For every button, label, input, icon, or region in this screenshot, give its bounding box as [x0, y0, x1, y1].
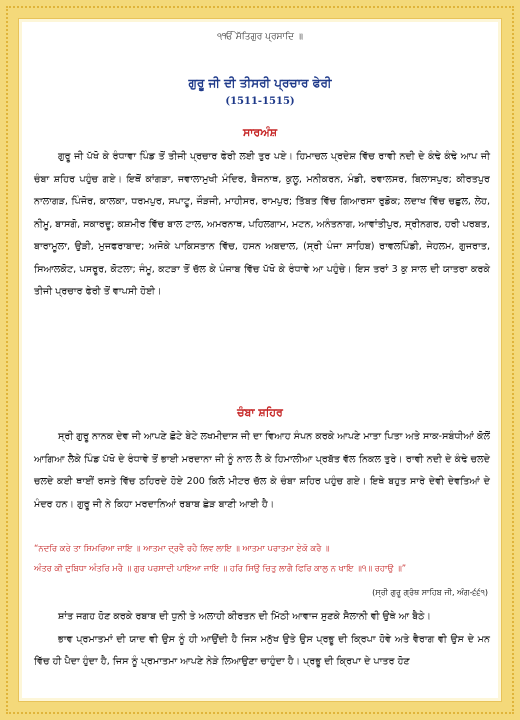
- summary-paragraph: [34, 146, 490, 304]
- chamba-paragraph: [34, 426, 490, 516]
- closing-paragraph-1: ਸ਼ਾਂਤ ਜਗਹ ਹੋਣ ਕਰਕੇ ਰਬਾਬ ਦੀ ਧੁਨੀ ਤੇ ਅਲਾਹੀ ਕੀਰਤਨ ਦੀ ਮਿੱਠੀ ਆਵਾਜ ਸੁਣਕੇ ਸੈਲਾਨੀ ਵੀ ਉਥੇ ਆ ਬੈਠੇ।: [58, 611, 431, 622]
- page-title: ਗੁਰੂ ਜੀ ਦੀ ਤੀਸਰੀ ਪ੍ਰਚਾਰ ਫੇਰੀ: [188, 76, 332, 90]
- closing-paragraphs: [34, 606, 490, 674]
- quote-source: (ਸ੍ਰੀ ਗੁਰੂ ਗ੍ਰੰਥ ਸਾਹਿਬ ਜੀ, ਅੰਗ-੬੬੧): [372, 588, 488, 597]
- title-years: (1511-1515): [225, 96, 295, 107]
- mool-mantar: ੧ੴ ਸੱਤਿਗੁਰ ਪ੍ਰਸਾਦਿ ॥: [217, 32, 303, 42]
- quote-line-2: ਅੰਤਰ ਕੀ ਦੁਬਿਧਾ ਅੰਤਰਿ ਮਰੈ ॥ ਗੁਰ ਪਰਸਾਦੀ ਪਾਇਆ ਜਾਇ ॥ ਹਰਿ ਸਿਉ ਚਿਤੁ ਲਾਗੈ ਫਿਰਿ ਕਾਲੁ ਨ ਖਾਇ ॥੧॥ ਰਹਾਉ ॥”: [34, 563, 407, 573]
- quote-line-1: “ਨਦਰਿ ਕਰੇ ਤਾ ਸਿਮਰਿਆ ਜਾਇ ॥ ਆਤਮਾ ਦ੍ਰਵੈ ਰਹੈ ਲਿਵ ਲਾਇ ॥ ਆਤਮਾ ਪਰਾਤਮਾ ਏਕੋ ਕਰੈ ॥: [34, 543, 330, 553]
- summary-heading: ਸਾਰਅੰਸ਼: [242, 126, 278, 139]
- chamba-heading: ਚੰਬਾ ਸ਼ਹਿਰ: [237, 406, 283, 419]
- summary-text: ਗੁਰੂ ਜੀ ਪੱਖੋ ਕੇ ਰੰਧਾਵਾ ਪਿੰਡ ਤੋਂ ਤੀਜੀ ਪ੍ਰਚਾਰ ਫੇਰੀ ਲਈ ਤੁਰ ਪਏ। ਹਿਮਾਚਲ ਪ੍ਰਦੇਸ਼ ਵਿੱਚ ਰਾਵੀ ਨਦੀ ਦੇ ਕੰਢੇ ਕੰਢੇ ਆਪ ਜੀ ਚੰਬਾ ਸ਼ਹਿਰ ਪਹੁੰਚ ਗਏ। ਇਥੋਂ ਕਾਂਗੜਾ, ਜਵਾਲਾਮੁਖੀ ਮੰਦਿਰ, ਬੈਜਨਾਥ, ਕੁਲੂ, ਮਨੀਕਰਨ, ਮੰਡੀ, ਰਵਾਲਸਰ, ਬਿਲਾਸਪੁਰ; ਕੀਰਤਪੁਰ ਨਾਲਾਗੜ, ਪਿੰਜੋਰ, ਕਾਲਕਾ, ਧਰਮਪੁਰ, ਸਪਾਟੂ, ਜੌੜਜੀ, ਮਾਹੀਸਰ, ਰਾਮਪੁਰ; ਤਿੱਬਤ ਵਿੱਚ ਗਿਆਰਸਾ ਰੁਡੋਕ; ਲਦਾਖ ਵਿੱਚ ਚਛੁਲ, ਲੇਹ, ਨੀਮੂ, ਬਾਸਗੋ, ਸਕਾਰਦੂ; ਕਸ਼ਮੀਰ ਵਿੱਚ ਬਾਲ ਟਾਲ, ਅਮਰਨਾਥ, ਪਹਿਲਗਾਮ, ਮਟਨ, ਅਨੰਤਨਾਗ, ਆਵਾਂਤੀਪੁਰ, ਸ੍ਰੀਨਗਰ, ਹਰੀ ਪਰਬਤ, ਬਾਰਾਮੂਲਾ, ਉੜੀ, ਮੁਜਫਰਾਬਾਦ; ਅਜੋਕੇ ਪਾਕਿਸਤਾਨ ਵਿੱਚ, ਹਸਨ ਅਬਦਾਲ, (ਸ੍ਰੀ ਪੰਜਾ ਸਾਹਿਬ) ਰਾਵਲਪਿੰਡੀ, ਜੇਹਲਮ, ਗੁਜਰਾਤ, ਸਿਆਲਕੋਟ, ਪਸਰੂਰ, ਕੋਟਲਾ; ਜੰਮੂ, ਕਟੜਾ ਤੋਂ ਚੱਲ ਕੇ ਪੰਜਾਬ ਵਿੱਚ ਪੱਖੋ ਕੇ ਰੰਧਾਵੇ ਆ ਪਹੁੰਚੇ। ਇਸ ਤਰਾਂ 3 ਕੁ ਸਾਲ ਦੀ ਯਾਤਰਾ ਕਰਕੇ ਤੀਜੀ ਪ੍ਰਚਾਰ ਫੇਰੀ ਤੋਂ ਵਾਪਸੀ ਹੋਈ।: [34, 151, 490, 297]
- chamba-text: ਸ੍ਰੀ ਗੁਰੂ ਨਾਨਕ ਦੇਵ ਜੀ ਆਪਣੇ ਛੋਟੇ ਬੇਟੇ ਲਖਮੀਦਾਸ ਜੀ ਦਾ ਵਿਆਹ ਸੰਪਨ ਕਰਕੇ ਆਪਣੇ ਮਾਤਾ ਪਿਤਾ ਅਤੇ ਸਾਕ-ਸਬੰਧੀਆਂ ਕੋਲੋਂ ਆਗਿਆ ਲੈਕੇ ਪਿੰਡ ਪੱਖੋ ਦੇ ਰੰਧਾਵੇ ਤੋਂ ਭਾਈ ਮਰਦਾਨਾ ਜੀ ਨੂੰ ਨਾਲ ਲੈ ਕੇ ਹਿਮਾਲੀਆ ਪ੍ਰਬੱਤ ਵੱਲ ਨਿਕਲ ਤੁਰੇ। ਰਾਵੀ ਨਦੀ ਦੇ ਕੰਢੇ ਚਲਦੇ ਚਲਦੇ ਕਈ ਥਾਈਂ ਰਸਤੇ ਵਿੱਚ ਠਹਿਰਦੇ ਹੋਏ 200 ਕਿਲੋ ਮੀਟਰ ਚੱਲ ਕੇ ਚੰਬਾ ਸ਼ਹਿਰ ਪਹੁੰਚ ਗਏ। ਇਥੇ ਬਹੁਤ ਸਾਰੇ ਦੇਵੀ ਦੇਵਤਿਆਂ ਦੇ ਮੰਦਰ ਹਨ। ਗੁਰੂ ਜੀ ਨੇ ਕਿਹਾ ਮਰਦਾਨਿਆਂ ਰਬਾਬ ਛੇੜ ਬਾਣੀ ਆਈ ਹੈ।: [34, 431, 490, 510]
- document-page: [22, 22, 498, 698]
- gurbani-quote: [34, 538, 490, 578]
- closing-paragraph-2: ਭਾਵ ਪ੍ਰਮਾਤਮਾਂ ਦੀ ਯਾਦ ਵੀ ਉਸ ਨੂੰ ਹੀ ਆਉਂਦੀ ਹੈ ਜਿਸ ਮਨੁੱਖ ਉਤੇ ਉਸ ਪ੍ਰਭੂ ਦੀ ਕ੍ਰਿਪਾ ਹੋਵੇ ਅਤੇ ਵੈਰਾਗ ਵੀ ਉਸ ਦੇ ਮਨ ਵਿੱਚ ਹੀ ਪੈਦਾ ਹੁੰਦਾ ਹੈ, ਜਿਸ ਨੂੰ ਪ੍ਰਮਾਤਮਾ ਆਪਣੇ ਨੇੜੇ ਲਿਆਉਣਾ ਚਾਹੁੰਦਾ ਹੈ। ਪ੍ਰਭੂ ਦੀ ਕ੍ਰਿਪਾ ਦੇ ਪਾਤਰ ਹੋਣ: [34, 633, 490, 667]
